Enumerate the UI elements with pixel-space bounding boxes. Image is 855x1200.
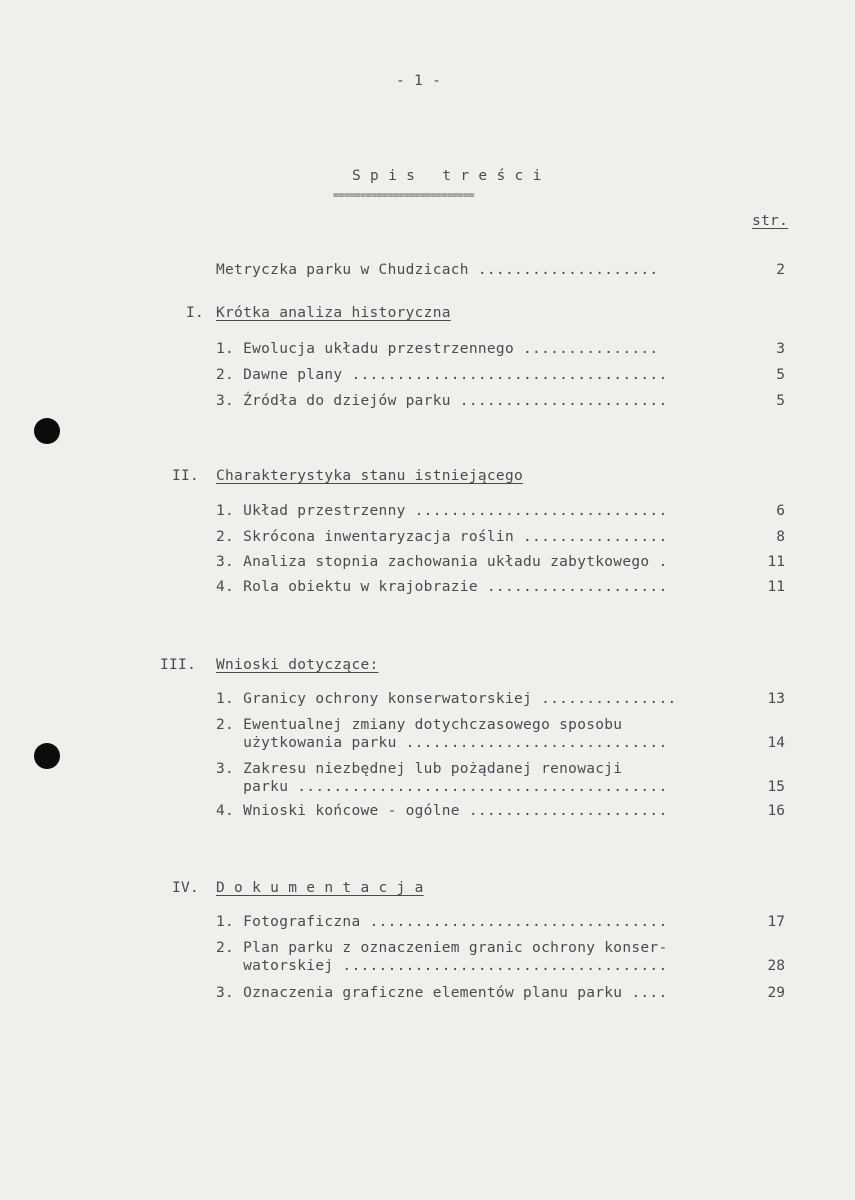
toc-entry-page: 17: [767, 914, 785, 930]
section-numeral: II.: [172, 468, 200, 484]
toc-entry-continuation: użytkowania parku .............................: [216, 735, 668, 751]
toc-entry-page: 2: [776, 262, 785, 278]
toc-entry-continuation: watorskiej ....................................: [216, 958, 668, 974]
toc-entry: 3. Zakresu niezbędnej lub pożądanej renowacji: [216, 761, 623, 777]
toc-entry: 2. Dawne plany ...................................: [216, 367, 668, 383]
toc-entry: 3. Źródła do dziejów parku .......................: [216, 393, 668, 409]
section-heading: Krótka analiza historyczna: [216, 305, 451, 321]
section-numeral: III.: [160, 657, 197, 673]
toc-entry-page: 5: [776, 367, 785, 383]
toc-entry-page: 6: [776, 503, 785, 519]
section-heading: Wnioski dotyczące:: [216, 657, 379, 673]
toc-entry-page: 14: [767, 735, 785, 751]
toc-entry: 3. Oznaczenia graficzne elementów planu parku ....: [216, 985, 668, 1001]
toc-entry-page: 13: [767, 691, 785, 707]
toc-entry-page: 11: [767, 579, 785, 595]
section-heading: Charakterystyka stanu istniejącego: [216, 468, 524, 484]
toc-entry: 1. Fotograficzna .................................: [216, 914, 668, 930]
toc-entry-page: 15: [767, 779, 785, 795]
toc-entry-intro: Metryczka parku w Chudzicach ....................: [216, 262, 659, 278]
toc-entry: 3. Analiza stopnia zachowania układu zabytkowego .: [216, 554, 668, 570]
toc-entry: 1. Ewolucja układu przestrzennego ...............: [216, 341, 659, 357]
toc-entry-page: 11: [767, 554, 785, 570]
toc-entry-page: 16: [767, 803, 785, 819]
page-number: - 1 -: [396, 73, 442, 89]
toc-entry: 4. Rola obiektu w krajobrazie ....................: [216, 579, 668, 595]
toc-entry: 2. Skrócona inwentaryzacja roślin ................: [216, 529, 668, 545]
punch-hole-icon: [34, 743, 60, 769]
section-numeral: I.: [186, 305, 205, 321]
toc-entry: 2. Plan parku z oznaczeniem granic ochrony konser-: [216, 940, 668, 956]
toc-title: S p i s t r e ś c i: [352, 168, 542, 184]
toc-entry: 1. Układ przestrzenny ............................: [216, 503, 668, 519]
toc-entry-page: 3: [776, 341, 785, 357]
toc-entry-page: 5: [776, 393, 785, 409]
toc-entry: 4. Wnioski końcowe - ogólne ......................: [216, 803, 668, 819]
toc-entry: 2. Ewentualnej zmiany dotychczasowego sposobu: [216, 717, 623, 733]
toc-entry-page: 28: [767, 958, 785, 974]
toc-entry-page: 8: [776, 529, 785, 545]
toc-entry-continuation: parku .........................................: [216, 779, 668, 795]
toc-entry-page: 29: [767, 985, 785, 1001]
section-numeral: IV.: [172, 880, 200, 896]
section-heading: D o k u m e n t a c j a: [216, 880, 424, 896]
punch-hole-icon: [34, 418, 60, 444]
page-column-header: str.: [752, 213, 789, 229]
title-double-rule: ==========================: [333, 190, 474, 201]
toc-entry: 1. Granicy ochrony konserwatorskiej ...............: [216, 691, 677, 707]
